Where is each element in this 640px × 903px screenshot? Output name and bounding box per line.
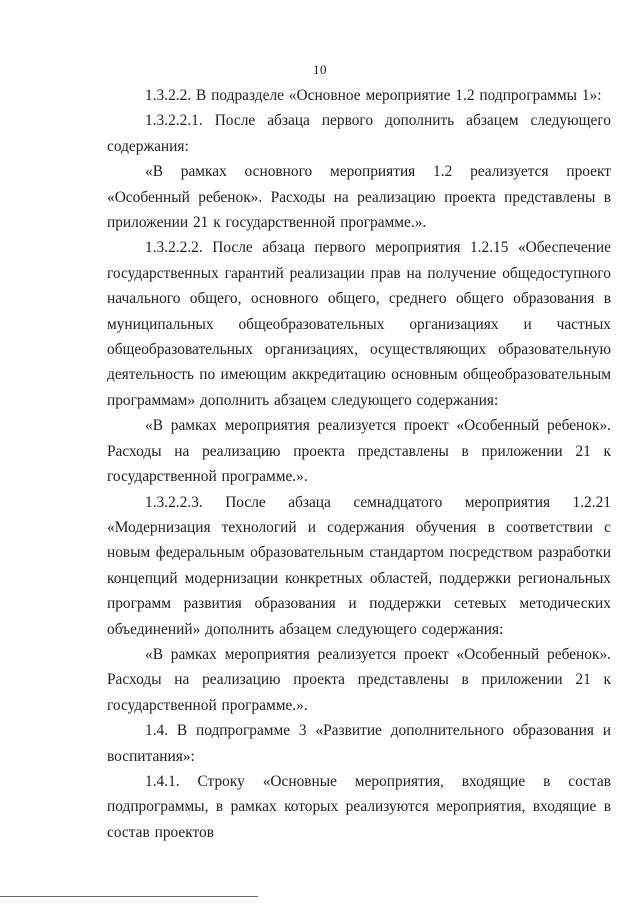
paragraph-1-4-1: 1.4.1. Строку «Основные мероприятия, входящие в состав подпрограммы, в рамках которых реализуются мероприятия, входящие в состав проектов bbox=[107, 772, 611, 841]
paragraph-1-3-2-2-2: 1.3.2.2.2. После абзаца первого мероприятия 1.2.15 «Обеспечение государственных гарантий реализации прав на получение общедоступного начального общего, основного общего, среднего общего образования в муниципальных общеобразовательных организациях и частных общеобразовательных организациях, осуществляющих образовательную деятельность по имеющим аккредитацию основным общеобразовательным программам» дополнить абзацем следующего содержания: bbox=[107, 239, 611, 409]
paragraph-1-3-2-2: 1.3.2.2. В подразделе «Основное мероприятие 1.2 подпрограммы 1»: bbox=[145, 87, 602, 104]
footer-divider bbox=[0, 896, 258, 897]
paragraph-1-3-2-2-3: 1.3.2.2.3. После абзаца семнадцатого мероприятия 1.2.21 «Модернизация технологий и содержания обучения в соответствии с новым федеральным образовательным стандартом посредством разработки концепций модернизации конкретных областей, поддержки региональных программ развития образования и поддержки сетевых методических объединений» дополнить абзацем следующего содержания: bbox=[107, 493, 611, 638]
paragraph-1-4: 1.4. В подпрограмме 3 «Развитие дополнительного образования и воспитания»: bbox=[107, 722, 611, 765]
page-number: 10 bbox=[313, 62, 327, 77]
document-body bbox=[107, 83, 611, 845]
paragraph-1-3-2-2-1: 1.3.2.2.1. После абзаца первого дополнить абзацем следующего содержания: bbox=[107, 112, 611, 155]
paragraph-quote-main-activity-1-2: «В рамках основного мероприятия 1.2 реализуется проект «Особенный ребенок». Расходы на реализацию проекта представлены в приложении 21 к государственной программе.». bbox=[107, 163, 611, 232]
paragraph-quote-activity-1-2-15: «В рамках мероприятия реализуется проект «Особенный ребенок». Расходы на реализацию проекта представлены в приложении 21 к государственной программе.». bbox=[107, 417, 611, 486]
paragraph-quote-activity-1-2-21: «В рамках мероприятия реализуется проект «Особенный ребенок». Расходы на реализацию проекта представлены в приложении 21 к государственной программе.». bbox=[107, 645, 611, 714]
